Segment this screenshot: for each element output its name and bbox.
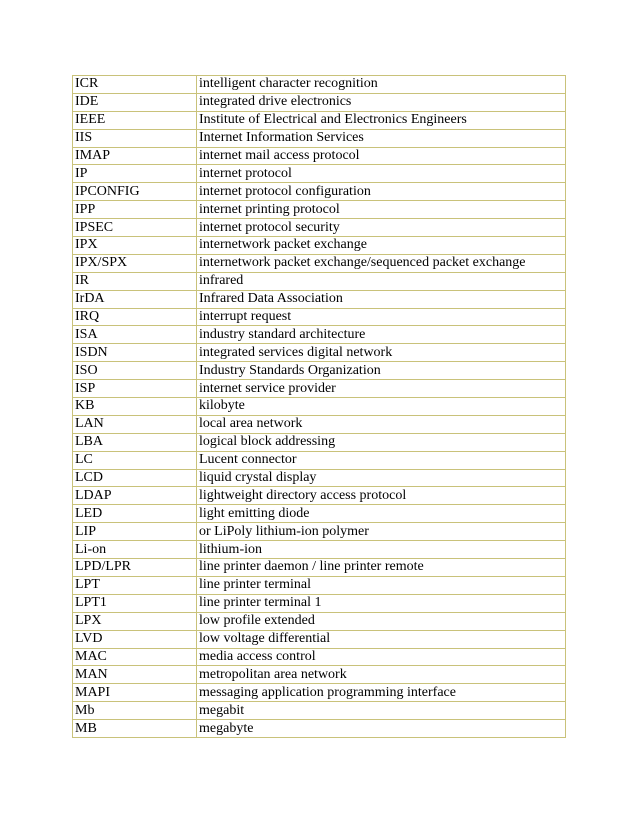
table-row xyxy=(73,237,566,255)
meaning-cell: internet protocol configuration xyxy=(197,183,566,201)
acronym-cell: IPSEC xyxy=(73,219,197,237)
meaning-cell: line printer daemon / line printer remote xyxy=(197,559,566,577)
meaning-cell: megabyte xyxy=(197,720,566,738)
acronym-cell: IDE xyxy=(73,93,197,111)
table-row xyxy=(73,147,566,165)
meaning-cell: internetwork packet exchange/sequenced packet exchange xyxy=(197,254,566,272)
meaning-cell: internet mail access protocol xyxy=(197,147,566,165)
acronym-cell: LPT1 xyxy=(73,594,197,612)
table-row xyxy=(73,326,566,344)
acronym-cell: LCD xyxy=(73,469,197,487)
acronym-cell: IR xyxy=(73,272,197,290)
meaning-cell: local area network xyxy=(197,415,566,433)
table-row xyxy=(73,76,566,94)
table-row xyxy=(73,720,566,738)
acronym-cell: ISP xyxy=(73,380,197,398)
table-row xyxy=(73,594,566,612)
meaning-cell: internet protocol security xyxy=(197,219,566,237)
table-row xyxy=(73,630,566,648)
table-row xyxy=(73,702,566,720)
meaning-cell: or LiPoly lithium-ion polymer xyxy=(197,523,566,541)
acronym-cell: IEEE xyxy=(73,111,197,129)
meaning-cell: metropolitan area network xyxy=(197,666,566,684)
meaning-cell: internet protocol xyxy=(197,165,566,183)
acronym-cell: LED xyxy=(73,505,197,523)
meaning-cell: Infrared Data Association xyxy=(197,290,566,308)
meaning-cell: interrupt request xyxy=(197,308,566,326)
meaning-cell: internetwork packet exchange xyxy=(197,237,566,255)
acronym-cell: LPD/LPR xyxy=(73,559,197,577)
meaning-cell: lithium-ion xyxy=(197,541,566,559)
meaning-cell: intelligent character recognition xyxy=(197,76,566,94)
meaning-cell: low profile extended xyxy=(197,612,566,630)
table-row xyxy=(73,523,566,541)
acronym-cell: LC xyxy=(73,451,197,469)
acronym-cell: LPT xyxy=(73,576,197,594)
acronym-cell: LBA xyxy=(73,433,197,451)
table-row xyxy=(73,559,566,577)
meaning-cell: Industry Standards Organization xyxy=(197,362,566,380)
table-row xyxy=(73,183,566,201)
meaning-cell: kilobyte xyxy=(197,398,566,416)
acronym-cell: LPX xyxy=(73,612,197,630)
acronym-table xyxy=(72,75,566,738)
table-row xyxy=(73,612,566,630)
meaning-cell: liquid crystal display xyxy=(197,469,566,487)
table-row xyxy=(73,344,566,362)
meaning-cell: infrared xyxy=(197,272,566,290)
table-row xyxy=(73,415,566,433)
table-row xyxy=(73,254,566,272)
acronym-cell: MAPI xyxy=(73,684,197,702)
table-row xyxy=(73,362,566,380)
acronym-cell: Mb xyxy=(73,702,197,720)
acronym-cell: ISDN xyxy=(73,344,197,362)
acronym-table-body xyxy=(73,76,566,738)
acronym-cell: ISO xyxy=(73,362,197,380)
acronym-cell: IMAP xyxy=(73,147,197,165)
acronym-cell: IIS xyxy=(73,129,197,147)
table-row xyxy=(73,451,566,469)
table-row xyxy=(73,684,566,702)
meaning-cell: low voltage differential xyxy=(197,630,566,648)
table-row xyxy=(73,272,566,290)
table-row xyxy=(73,541,566,559)
acronym-cell: IPX/SPX xyxy=(73,254,197,272)
table-row xyxy=(73,398,566,416)
table-row xyxy=(73,308,566,326)
meaning-cell: line printer terminal xyxy=(197,576,566,594)
meaning-cell: line printer terminal 1 xyxy=(197,594,566,612)
acronym-cell: LAN xyxy=(73,415,197,433)
table-row xyxy=(73,433,566,451)
acronym-cell: IPP xyxy=(73,201,197,219)
table-row xyxy=(73,219,566,237)
acronym-cell: Li-on xyxy=(73,541,197,559)
table-row xyxy=(73,93,566,111)
table-row xyxy=(73,290,566,308)
table-row xyxy=(73,666,566,684)
table-row xyxy=(73,487,566,505)
acronym-cell: KB xyxy=(73,398,197,416)
table-row xyxy=(73,469,566,487)
acronym-cell: LIP xyxy=(73,523,197,541)
table-row xyxy=(73,576,566,594)
acronym-cell: ISA xyxy=(73,326,197,344)
meaning-cell: media access control xyxy=(197,648,566,666)
meaning-cell: messaging application programming interface xyxy=(197,684,566,702)
meaning-cell: Institute of Electrical and Electronics Engineers xyxy=(197,111,566,129)
table-row xyxy=(73,505,566,523)
meaning-cell: lightweight directory access protocol xyxy=(197,487,566,505)
acronym-cell: IP xyxy=(73,165,197,183)
acronym-cell: IrDA xyxy=(73,290,197,308)
meaning-cell: light emitting diode xyxy=(197,505,566,523)
acronym-cell: IPX xyxy=(73,237,197,255)
acronym-cell: IPCONFIG xyxy=(73,183,197,201)
meaning-cell: megabit xyxy=(197,702,566,720)
meaning-cell: Lucent connector xyxy=(197,451,566,469)
meaning-cell: Internet Information Services xyxy=(197,129,566,147)
table-row xyxy=(73,129,566,147)
acronym-cell: IRQ xyxy=(73,308,197,326)
meaning-cell: integrated drive electronics xyxy=(197,93,566,111)
table-row xyxy=(73,165,566,183)
table-row xyxy=(73,111,566,129)
table-row xyxy=(73,380,566,398)
acronym-cell: LVD xyxy=(73,630,197,648)
meaning-cell: logical block addressing xyxy=(197,433,566,451)
acronym-cell: LDAP xyxy=(73,487,197,505)
acronym-cell: MAC xyxy=(73,648,197,666)
meaning-cell: industry standard architecture xyxy=(197,326,566,344)
table-row xyxy=(73,201,566,219)
meaning-cell: internet service provider xyxy=(197,380,566,398)
meaning-cell: integrated services digital network xyxy=(197,344,566,362)
meaning-cell: internet printing protocol xyxy=(197,201,566,219)
acronym-cell: ICR xyxy=(73,76,197,94)
acronym-cell: MB xyxy=(73,720,197,738)
acronym-cell: MAN xyxy=(73,666,197,684)
table-row xyxy=(73,648,566,666)
